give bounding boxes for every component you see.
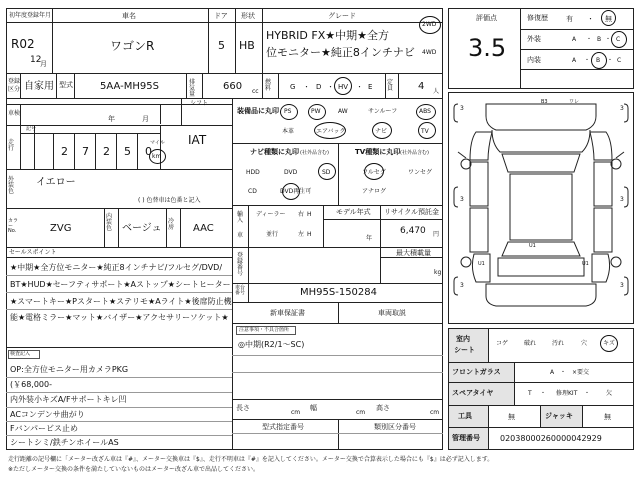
use-sub-label: 区分 <box>8 86 21 93</box>
front-glass-label: フロントガラス <box>452 368 501 376</box>
equip-navi: ナビ <box>375 128 388 135</box>
equip-leather: 本革 <box>282 128 295 135</box>
warranty-manual: 車両取説 <box>378 309 406 317</box>
shape-label: 形状 <box>241 12 255 20</box>
auction-sheet: 初年度登録年月 R02 12 月 車名 ワゴンR ドア 5 形状 HB グレード HYBRID FX★中期★全方 位モニター★純正8インチナビ 2WD 4WD 登録 区分 自家用 型式 5AA-MH95S 排気量 660 cc 燃料 G ・ D ・ HV ・ E 定員 4 人 車検 年 月 シフト IAT 記号 走行 2 7 2 5 0 マイル km 外装色 イエロー ( ) 色替車は色番と記入 カラーNo. ZVG 内装色 ベージュ 冷房 AAC 装備品に丸印 PS PW AW サンルーフ ABS 本革 エアバック ナビ TV ナビ種類に丸印 (社外品含む) HDD DVD SD CD DVD再生可 TV種類に丸印 (社外品含む) フルセグ ワンセグ アナログ 輸入 車 ディーラー 並行 右 H 左 H モデル年式 年 リサイクル預託金 6,470 円 セールスポイント ★中期★全方位モニター★純正8インチナビ/フルセグ/DVD/ BT★HUD★セーフティサポート★Aストップ★シートヒーター ★スマートキー★Pスタート★ステリモ★Aライト★後席防止機 能★電格ミラー★マット★バイザー★アクセサリーソケット★ 登録番号 最大積載量 kg 車台番号 MH95S-150284 新車保証書 車両取説 注意事項・不具合箇所 ◎中期(R2/1～SC) 検査記入 OP:全方位モニター用カメラPKG (￥68,000- 内外装小キズA/Fサポートキレ凹 ACコンデンサ曲がり Fバンパービス止め シートシミ/鉄チンホイールAS 長さ cm 幅 cm 高さ cm 型式指定番号 類別区分番号 評価点 3.5 修復歴 有 ・ 無 外装 A ・ B ・ C 内装 A ・ B ・ C 3 3 3 3 3 3 B3 ワレ U1 U1 U1 室内 シート コゲ 破れ 汚れ 穴 キズ フロントガラス A ・ ×要交 スペアタイヤ T ・ 修理KIT ・ 欠 工具 無 ジャッキ 無 管理番号 02038000260000042929 走行距離の記号欄に「メーター改ざん車は『#』、メーター交換車は『$』、走行不明車は『#』を記入してください。メーター交換で合算表示した場合にも『$』は必ず記入します。 ※ただしメーター交換の条件を満たしていないものはメーター改ざん車で出品してください。 <box>0 0 640 480</box>
first-reg-label: 初年度登録年月 <box>9 12 52 19</box>
fuel-g: G <box>290 83 296 91</box>
spare-tire-t: T <box>528 390 532 397</box>
fuel-hv: HV <box>338 83 349 91</box>
diagram-bracket: 3 <box>620 196 624 203</box>
score-label: 評価点 <box>476 14 497 22</box>
car-name-label: 車名 <box>122 12 136 20</box>
model-year-label: モデル年式 <box>336 208 371 216</box>
shaken-year-unit: 年 <box>108 115 115 123</box>
tv-analog: アナログ <box>362 188 387 195</box>
inspector-line: (￥68,000- <box>10 380 52 389</box>
inspector-line: 内外装小キズA/Fサポートキレ凹 <box>10 395 127 404</box>
displacement-value: 660 <box>223 81 243 92</box>
type-label: 型式指定番号 <box>262 423 304 431</box>
tv-fullseg: フルセグ <box>362 169 386 176</box>
equip-pw: PW <box>311 108 321 115</box>
color-value: イエロー <box>36 177 76 188</box>
shape-value: HB <box>239 39 255 52</box>
notes-line: ◎中期(R2/1～SC) <box>238 340 305 349</box>
score-value: 3.5 <box>468 34 507 62</box>
repair-label: 修復歴 <box>527 14 548 22</box>
mileage-digit: 7 <box>82 145 89 158</box>
navi-dvd-play-circle <box>282 183 300 200</box>
repair-yes: 有 <box>566 15 573 23</box>
sales-line: 能★電格ミラー★マット★バイザー★アクセサリーソケット★ <box>10 313 229 322</box>
exterior-a: A <box>572 36 577 43</box>
model-value: 5AA-MH95S <box>100 81 159 92</box>
recycle-label: リサイクル預託金 <box>384 208 440 216</box>
navi-cd: CD <box>248 188 257 195</box>
load-label: 最大積載量 <box>396 249 431 257</box>
damage-mark: U1 <box>529 243 536 249</box>
fuel-d: D <box>316 83 322 91</box>
interior-color-label: 内装色 <box>106 213 113 232</box>
control-value: 02038000260000042929 <box>500 434 602 443</box>
jack-label: ジャッキ <box>545 412 573 420</box>
inspector-line: ACコンデンサ曲がり <box>10 410 85 419</box>
equip-tv: TV <box>421 128 429 135</box>
fuel-label: 燃料 <box>265 79 272 92</box>
grade-line2: 位モニター★純正8インチナビ <box>266 46 415 59</box>
dim-length-unit: cm <box>291 409 301 416</box>
tv-title-note: (社外品含む) <box>400 150 429 156</box>
interior-sheet-item: 汚れ <box>552 340 565 347</box>
inspector-line: Fバンパービス止め <box>10 424 79 433</box>
fuel-e: E <box>368 83 373 91</box>
damage-mark: B3 <box>541 99 548 105</box>
dim-height-unit: cm <box>430 409 440 416</box>
load-unit: kg <box>434 269 442 276</box>
interior-sheet-item: コゲ <box>496 340 509 347</box>
grade-line1: HYBRID FX★中期★全方 <box>266 29 389 42</box>
km-label: km <box>152 153 162 160</box>
mileage-label: 走行 <box>8 139 15 152</box>
dim-width-unit: cm <box>356 409 366 416</box>
interior-c: C <box>617 57 622 64</box>
sales-line: ★スマートキー★Pスタート★ステリモ★Aライト★後席防止機 <box>10 297 232 306</box>
sales-line: BT★HUD★セーフティサポート★Aストップ★シートヒーター <box>10 280 231 289</box>
import-left: 左 <box>298 231 305 238</box>
chassis-value: MH95S-150284 <box>300 287 378 298</box>
category-label: 類別区分番号 <box>374 423 416 431</box>
diagram-bracket: 3 <box>620 105 624 112</box>
notes-label: 注意事項・不具合箇所 <box>239 327 290 333</box>
car-outline-diagram <box>448 92 634 324</box>
door-label: ドア <box>214 12 228 20</box>
tv-title: TV種類に丸印 <box>355 148 401 156</box>
jack-value: 無 <box>604 413 611 421</box>
recycle-value: 6,470 <box>400 226 426 236</box>
front-glass-x: ×要交 <box>572 369 590 376</box>
diagram-bracket: 3 <box>460 105 464 112</box>
spare-tire-none: 欠 <box>606 390 613 397</box>
shift-label: シフト <box>190 100 209 107</box>
capacity-unit: 人 <box>433 88 440 95</box>
mileage-digit: 2 <box>61 145 68 158</box>
exterior-b: B <box>597 36 602 43</box>
door-value: 5 <box>218 39 225 52</box>
capacity-label: 定員 <box>387 79 394 92</box>
vehicle-form <box>6 8 443 450</box>
interior-sheet-item: 穴 <box>581 340 588 347</box>
sales-label: セールスポイント <box>9 249 57 256</box>
drive-2wd: 2WD <box>422 21 437 28</box>
spare-tire-label: スペアタイヤ <box>452 389 494 397</box>
displacement-label: 排気量 <box>189 79 196 98</box>
registration-label: 登録番号 <box>237 252 244 277</box>
color-code-value: ZVG <box>50 223 72 234</box>
chassis-label: 車台番号 <box>235 285 246 296</box>
use-label: 登録 <box>8 78 21 85</box>
equip-ps: PS <box>284 108 292 115</box>
car-name-value: ワゴンR <box>110 39 155 53</box>
damage-mark: U1 <box>478 261 485 267</box>
diagram-bracket: 3 <box>460 282 464 289</box>
mileage-digit: 0 <box>145 145 152 158</box>
import-dealer: ディーラー <box>256 211 286 218</box>
tools-label: 工具 <box>458 412 472 420</box>
kirokubo-label: 記号 <box>26 126 37 132</box>
interior-b: B <box>596 57 601 64</box>
dim-width: 幅 <box>310 404 317 412</box>
inspector-label: 検査記入 <box>10 351 31 357</box>
grade-label: グレード <box>328 12 356 20</box>
interior-sheet-label-b: シート <box>454 346 475 354</box>
displacement-unit: cc <box>252 88 259 95</box>
repair-no: 無 <box>605 15 612 23</box>
import-label-b: 車 <box>237 232 244 239</box>
navi-sd: SD <box>322 169 331 176</box>
dim-length: 長さ <box>236 404 250 412</box>
inspector-line: OP:全方位モニター用カメラPKG <box>10 365 129 374</box>
color-label: 外装色 <box>8 176 15 195</box>
use-value: 自家用 <box>24 81 54 92</box>
interior-sheet-item: キズ <box>603 340 615 347</box>
color-code-label: カラーNo. <box>8 218 19 234</box>
tv-oneseg: ワンセグ <box>408 169 433 176</box>
shift-value: IAT <box>188 133 207 147</box>
drive-4wd: 4WD <box>422 49 437 56</box>
ac-value: AAC <box>193 223 214 234</box>
navi-hdd: HDD <box>246 169 260 176</box>
mileage-digit: 5 <box>124 145 131 158</box>
import-parallel: 並行 <box>266 231 279 238</box>
diagram-bracket: 3 <box>620 282 624 289</box>
ac-label: 冷房 <box>168 218 175 231</box>
navi-title-note: (社外品含む) <box>300 150 329 156</box>
model-year-unit: 年 <box>366 235 373 242</box>
sales-line: ★中期★全方位モニター★純正8インチナビ/フルセグ/DVD/ <box>10 263 223 272</box>
interior-a: A <box>572 57 577 64</box>
equip-abs: ABS <box>419 108 431 115</box>
interior-sheet-label-a: 室内 <box>456 335 470 343</box>
recycle-unit: 円 <box>433 231 440 238</box>
damage-mark: U1 <box>582 261 589 267</box>
equip-sunroof: サンルーフ <box>368 108 398 115</box>
diagram-bracket: 3 <box>460 196 464 203</box>
shaken-month-unit: 月 <box>142 115 149 123</box>
model-label: 型式 <box>59 81 73 89</box>
exterior-label: 外装 <box>527 35 541 43</box>
navi-dvd-play: DVD再生可 <box>280 188 312 195</box>
navi-title: ナビ種類に丸印 <box>250 148 299 156</box>
exterior-c: C <box>616 36 621 43</box>
interior-label: 内装 <box>527 56 541 64</box>
inspector-line: シートシミ/鉄チンホイールAS <box>10 438 119 447</box>
dim-height: 高さ <box>376 404 390 412</box>
equipment-label: 装備品に丸印 <box>237 107 279 115</box>
capacity-value: 4 <box>418 81 425 92</box>
footer-line2: ※ただしメーター交換の条件を満たしていないものはメーター改ざん車で出品してください。 <box>8 466 260 473</box>
month-unit: 月 <box>40 60 47 68</box>
navi-dvd: DVD <box>284 169 298 176</box>
import-right: 右 <box>298 211 305 218</box>
damage-mark: ワレ <box>569 99 580 105</box>
first-reg-value: R02 <box>11 37 35 51</box>
import-hand-l: H <box>307 231 312 238</box>
interior-sheet-item: 破れ <box>524 340 537 347</box>
spare-tire-kit: 修理KIT <box>556 390 578 397</box>
shaken-label: 車検 <box>8 110 21 117</box>
footer-line1: 走行距離の記号欄に「メーター改ざん車は『#』、メーター交換車は『$』、走行不明車は『#』を記入してください。メーター交換で合算表示した場合にも『$』は必ず記入します。 <box>8 456 494 463</box>
equip-aw: AW <box>338 108 348 115</box>
import-hand-r: H <box>307 211 312 218</box>
interior-color-value: ベージュ <box>122 223 162 234</box>
mile-label: マイル <box>150 140 165 146</box>
first-reg-month: 12 <box>30 55 42 65</box>
mileage-digit: 2 <box>103 145 110 158</box>
equip-airbag: エアバック <box>316 128 346 135</box>
control-label: 管理番号 <box>452 434 480 442</box>
warranty-new-car: 新車保証書 <box>270 309 305 317</box>
color-note: ( ) 色替車は色番と記入 <box>138 197 201 204</box>
import-label-a: 輸入 <box>237 211 244 224</box>
front-glass-a: A <box>550 369 555 376</box>
tools-value: 無 <box>508 413 515 421</box>
